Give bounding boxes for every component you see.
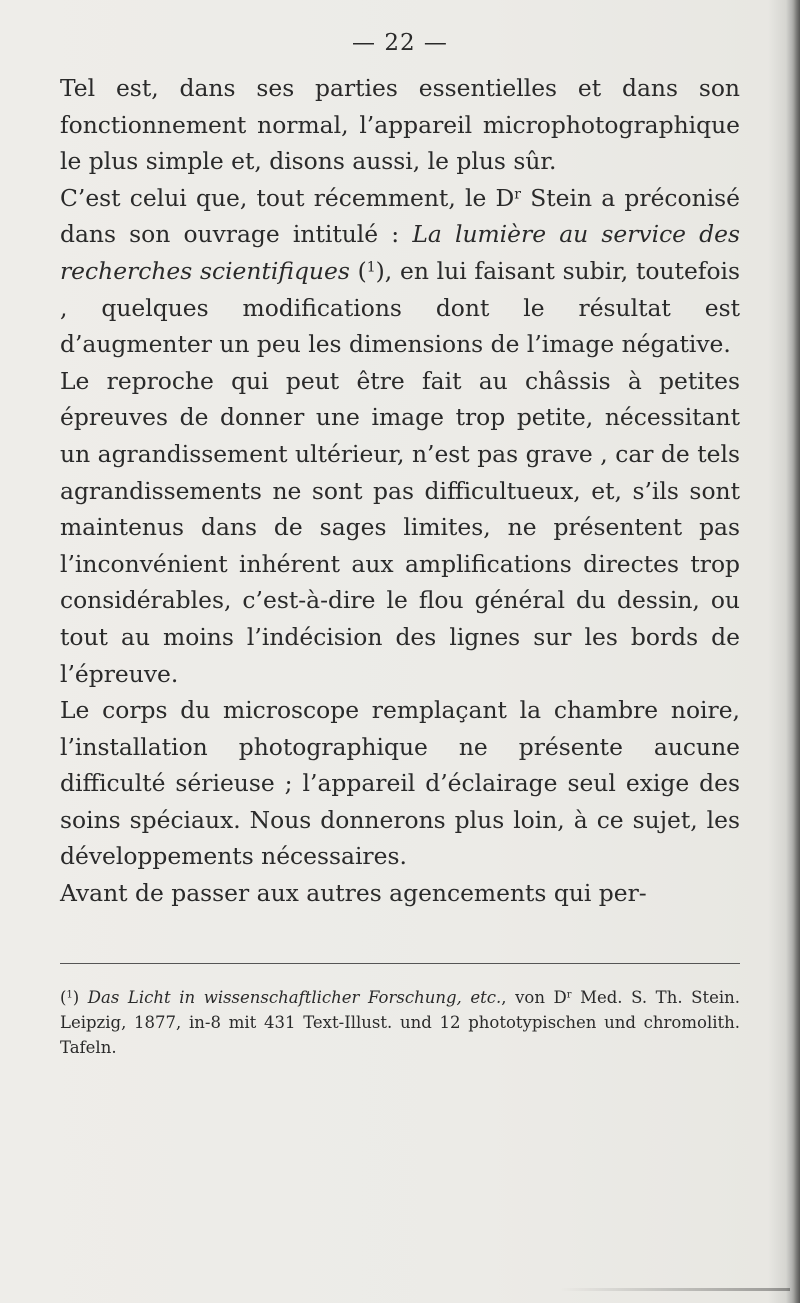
superscript-text: 1 bbox=[66, 989, 73, 1001]
body-text bbox=[60, 70, 740, 912]
superscript-text: r bbox=[566, 989, 572, 1001]
paragraph bbox=[60, 180, 740, 363]
text-run: ) bbox=[72, 988, 88, 1007]
footnote bbox=[60, 985, 740, 1060]
text-run: Avant de passer aux autres agencements qui per- bbox=[60, 879, 647, 908]
superscript-text: r bbox=[514, 186, 521, 203]
paragraph bbox=[60, 363, 740, 692]
italic-text: La lumière au service des recherches scientifiques bbox=[60, 220, 740, 285]
text-run: Med. S. Th. Stein. Leipzig, 1877, in-8 mit 431 Text-Illust. und 12 phototypischen und chromolith. Tafeln. bbox=[60, 988, 740, 1057]
text-run: , von D bbox=[501, 988, 567, 1007]
text-run: Tel est, dans ses parties essentielles et dans son fonctionnement normal, l’appareil microphotographique le plus simple et, disons aussi, le plus sûr. bbox=[60, 74, 740, 176]
italic-text: Das Licht in wissenschaftlicher Forschung, etc. bbox=[87, 988, 502, 1007]
superscript-text: 1 bbox=[366, 259, 376, 276]
text-run: Le corps du microscope remplaçant la chambre noire, l’installation photographique ne présente aucune difficulté sérieuse ; l’appareil d’éclairage seul exige des soins spéciaux. Nous donnerons plus loin, à ce sujet, les développements nécessaires. bbox=[60, 696, 740, 871]
text-run: Le reproche qui peut être fait au châssis à petites épreuves de donner une image trop petite, nécessitant un agrandissement ultérieur, n’est pas grave , car de tels agrandissements ne sont pas difficultueux, et, s’ils sont maintenus dans de sages limites, ne présentent pas l’inconvénient inhérent aux amplifications directes trop considérables, c’est-à-dire le flou général du dessin, ou tout au moins l’indécision des lignes sur les bords de l’épreuve. bbox=[60, 366, 740, 688]
paragraph bbox=[60, 692, 740, 875]
scan-artifact bbox=[560, 1288, 790, 1291]
text-run: ( bbox=[349, 256, 367, 285]
paragraph bbox=[60, 875, 740, 912]
text-run: Stein a préconisé dans son ouvrage intitulé : bbox=[60, 183, 740, 249]
text-run: ), en lui faisant subir, toutefois , quelques modifications dont le résultat est d’augmenter un peu les dimensions de l’image négative. bbox=[60, 256, 741, 359]
text-run: C’est celui que, tout récemment, le D bbox=[60, 183, 515, 212]
footnote-rule bbox=[60, 963, 740, 964]
page-edge-shadow bbox=[786, 0, 800, 1303]
paragraph bbox=[60, 70, 740, 180]
text-run: ( bbox=[60, 988, 67, 1007]
page-number: — 22 — bbox=[352, 30, 448, 56]
